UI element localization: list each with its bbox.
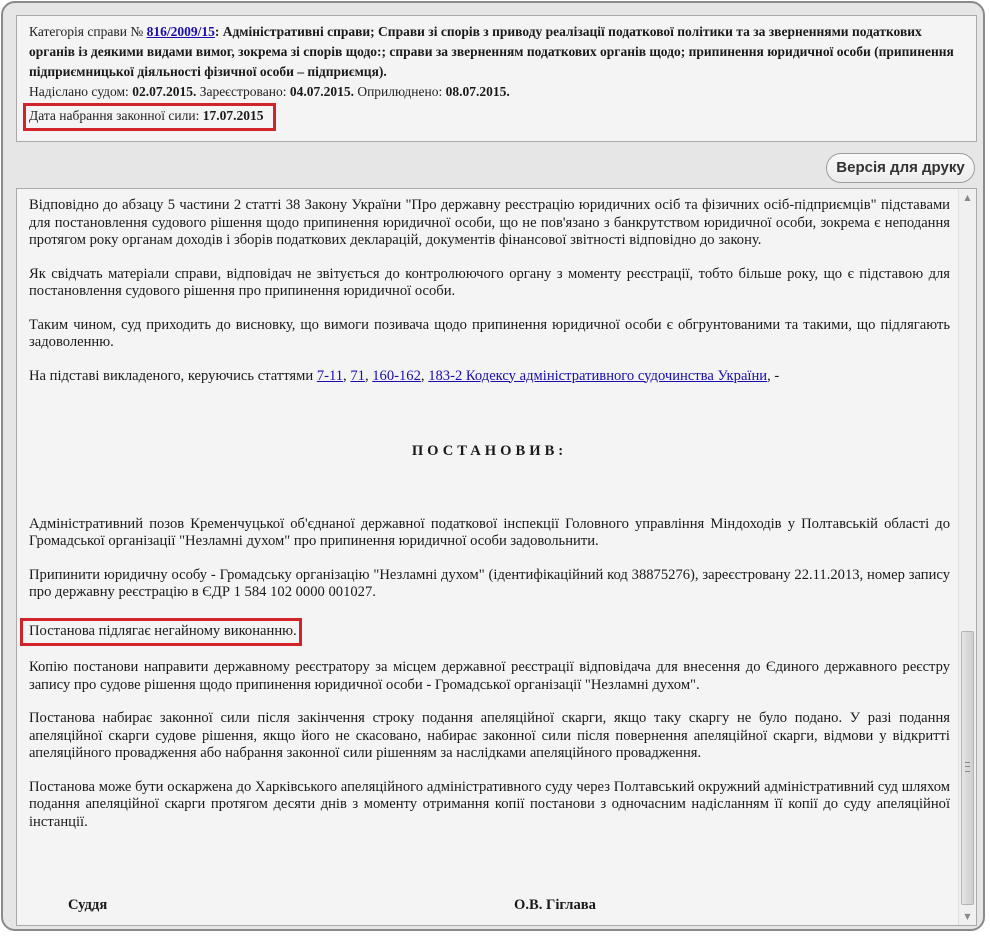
ruling-heading: ПОСТАНОВИВ: <box>411 443 568 459</box>
ruling-paragraph: Припинити юридичну особу - Громадську організацію "Незламні духом" (ідентифікаційний код 38875276), зареєстровану 22.11.2013, номер запису про державну реєстрацію в ЄДР 1 584 102 0000 001027. <box>29 566 950 600</box>
basis-suffix: , - <box>767 367 780 384</box>
case-category <box>29 22 964 82</box>
case-number-link[interactable]: 816/2009/15 <box>146 24 215 39</box>
case-dates <box>29 82 964 102</box>
case-info-panel <box>16 15 977 142</box>
scrollbar-thumb[interactable] <box>961 631 974 905</box>
closing-paragraph: Копію постанови направити державному реєстратору за місцем державної реєстрації відповідача для внесення до Єдиного державного реєстру запису про судове рішення щодо припинення юридичної особи - Громадської організації "Незламні духом". <box>29 659 950 693</box>
closing-paragraph: Постанова набирає законної сили після закінчення строку подання апеляційної скарги, якщо таку скаргу не було подано. У разі подання апеляційної скарги судове рішення, якщо його не скасовано, набирає законної сили після повернення апеляційної скарги, відмови у відкритті апеляційного провадження або набрання законної сили рішенням за наслідками апеляційного провадження. <box>29 710 950 761</box>
basis-prefix: На підставі викладеного, керуючись статтями <box>29 367 317 384</box>
document-body <box>29 197 950 847</box>
published-date: 08.07.2015. <box>445 84 510 99</box>
published-label: Оприлюднено: <box>357 84 443 99</box>
judge-name: О.В. Гіглава <box>514 897 596 913</box>
scroll-up-arrow-icon[interactable]: ▲ <box>964 193 971 202</box>
sent-date: 02.07.2015. <box>132 84 197 99</box>
closing-paragraph: Постанова може бути оскаржена до Харківського апеляційного адміністративного суду через Полтавський окружний адміністративний суд шляхом подання апеляційної скарги протягом десяти днів з моменту отримання копії постанови з одночасним надісланням її копії до суду апеляційної інстанції. <box>29 778 950 830</box>
paragraph: Як свідчать матеріали справи, відповідач не звітується до контролюючого органу з моменту реєстрації, тобто більше року, що є підставою для постановлення судового рішення про припинення юридичної особи. <box>29 265 950 299</box>
immediate-execution-highlight: Постанова підлягає негайному виконанню. <box>20 618 302 647</box>
paragraph: Відповідно до абзацу 5 частини 2 статті 38 Закону України "Про державну реєстрацію юридичних осіб та фізичних осіб-підприємців" підставами для постановлення судового рішення щодо припинення юридичної особи, що не пов'язано з банкрутством юридичної особи, зокрема є неподання протягом року органам доходів і зборів податкових декларацій, документів фінансової звітності відповідно до закону. <box>29 197 950 248</box>
registered-date: 04.07.2015. <box>289 84 354 99</box>
print-version-button[interactable]: Версія для друку <box>826 153 975 183</box>
basis-paragraph: На підставі викладеного, керуючись статтями 7-11, 71, 160-162, 183-2 Кодексу адміністративного судочинства України, - <box>29 367 780 384</box>
article-link-183-2[interactable]: 183-2 Кодексу адміністративного судочинства України <box>428 367 768 384</box>
document-text-panel[interactable] <box>16 188 977 926</box>
paragraph: Таким чином, суд приходить до висновку, що вимоги позивача щодо припинення юридичної особи є обгрунтованими та такими, що підлягають задоволенню. <box>29 316 950 350</box>
grip-icon <box>965 762 970 772</box>
effective-date-highlight <box>23 103 276 131</box>
article-link-160-162[interactable]: 160-162 <box>372 367 421 384</box>
effective-date: 17.07.2015 <box>202 108 264 123</box>
article-link-7-11[interactable]: 7-11 <box>316 367 344 384</box>
page-frame <box>1 1 985 931</box>
category-text: : Адміністративні справи; Справи зі спорів з приводу реалізації податкової політики та за зверненнями податкових органів із деякими видами вимог, зокрема зі спорів щодо:; справи за зверненням податкових органів щодо; припинення юридичної особи (припинення підприємницької діяльності фізичної особи – підприємця). <box>29 24 954 79</box>
vertical-scrollbar[interactable] <box>958 189 976 925</box>
effective-label: Дата набрання законної сили: <box>29 108 200 123</box>
scroll-down-arrow-icon[interactable]: ▼ <box>964 912 971 921</box>
registered-label: Зареєстровано: <box>199 84 287 99</box>
judge-label: Суддя <box>68 897 108 913</box>
ruling-paragraph: Адміністративний позов Кременчуцької об'єднаної державної податкової інспекції Головного управління Міндоходів у Полтавській області до Громадської організації "Незламні духом" про припинення юридичної особи задовольнити. <box>29 515 950 549</box>
article-link-71[interactable]: 71 <box>350 367 365 384</box>
sent-label: Надіслано судом: <box>29 84 129 99</box>
category-label: Категорія справи № <box>29 24 144 39</box>
